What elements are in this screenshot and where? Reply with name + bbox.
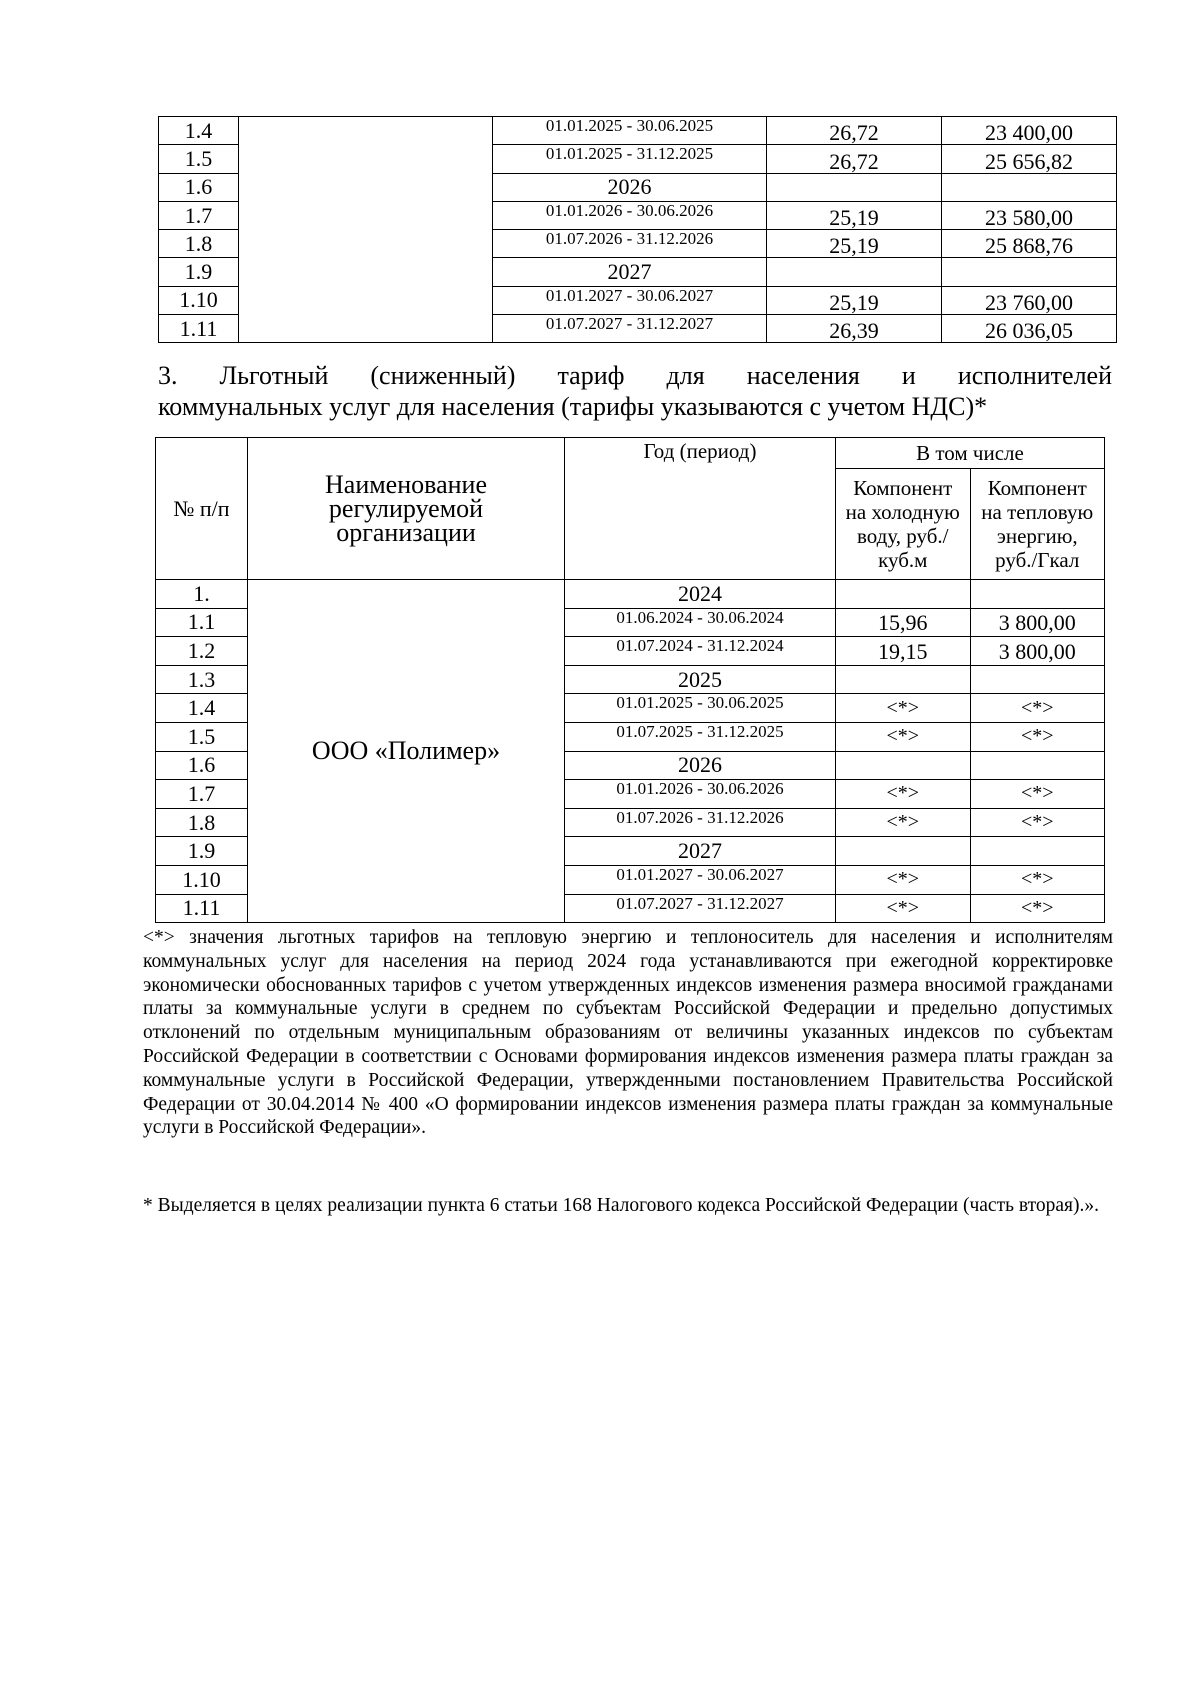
heat-value: <*> xyxy=(970,865,1105,894)
heat-value xyxy=(942,173,1117,201)
cold-water-value: 26,72 xyxy=(767,145,942,173)
row-number: 1.8 xyxy=(159,230,239,258)
row-number: 1.9 xyxy=(156,837,248,866)
period-cell: 01.01.2027 - 30.06.2027 xyxy=(565,865,836,894)
row-number: 1.11 xyxy=(159,315,239,343)
row-number: 1.6 xyxy=(156,751,248,780)
header-period: Год (период) xyxy=(565,438,836,580)
cold-water-value: 26,39 xyxy=(767,315,942,343)
row-number: 1.4 xyxy=(159,117,239,145)
cold-water-value: 25,19 xyxy=(767,201,942,229)
cold-water-value: 25,19 xyxy=(767,230,942,258)
heat-value: <*> xyxy=(970,780,1105,809)
period-cell: 01.07.2027 - 31.12.2027 xyxy=(493,315,767,343)
row-number: 1.6 xyxy=(159,173,239,201)
heat-value: 23 760,00 xyxy=(942,286,1117,314)
cold-water-value xyxy=(836,751,971,780)
tariff-table-continuation xyxy=(158,116,1117,343)
cold-water-value: <*> xyxy=(836,808,971,837)
heat-value: 25 868,76 xyxy=(942,230,1117,258)
table-row xyxy=(159,117,1117,145)
period-cell: 01.06.2024 - 30.06.2024 xyxy=(565,608,836,637)
heat-value xyxy=(942,258,1117,286)
cold-water-value: <*> xyxy=(836,894,971,923)
row-number: 1.1 xyxy=(156,608,248,637)
heat-value: <*> xyxy=(970,694,1105,723)
year-cell: 2025 xyxy=(565,665,836,694)
preferential-tariff-table xyxy=(155,437,1105,923)
heat-value xyxy=(970,837,1105,866)
header-num: № п/п xyxy=(156,438,248,580)
cold-water-value: 15,96 xyxy=(836,608,971,637)
tariff-table-continuation-body xyxy=(159,117,1117,343)
heat-value xyxy=(970,751,1105,780)
heat-value: 23 580,00 xyxy=(942,201,1117,229)
org-cell xyxy=(239,117,493,343)
preferential-tariff-table-header xyxy=(156,438,1105,580)
row-number: 1.7 xyxy=(159,201,239,229)
row-number: 1.8 xyxy=(156,808,248,837)
year-cell: 2027 xyxy=(493,258,767,286)
asterisk-note: <*> значения льготных тарифов на тепловую энергию и теплоноситель для населения и исполнителям коммунальных услуг для населения на период 2024 года устанавливаются при ежегодной корректировке экономически обоснованных тарифов с учетом утвержденных индексов изменения размера вносимой гражданами платы за коммунальные услуги в среднем по субъектам Российской Федерации и предельно допустимых отклонений по отдельным муниципальным образованиям от величины указанных индексов по субъектам Российской Федерации в соответствии с Основами формирования индексов изменения размера платы граждан за коммунальные услуги в Российской Федерации, утвержденными постановлением Правительства Российской Федерации от 30.04.2014 № 400 «О формировании индексов изменения размера платы граждан за коммунальные услуги в Российской Федерации». xyxy=(143,927,1113,1139)
cold-water-value xyxy=(836,580,971,609)
row-number: 1.9 xyxy=(159,258,239,286)
section-3-heading-line1: 3. Льготный (сниженный) тариф для населения и исполнителей xyxy=(158,361,1112,390)
heat-value: 23 400,00 xyxy=(942,117,1117,145)
cold-water-value: 25,19 xyxy=(767,286,942,314)
period-cell: 01.01.2025 - 30.06.2025 xyxy=(565,694,836,723)
cold-water-value: <*> xyxy=(836,780,971,809)
cold-water-value: <*> xyxy=(836,722,971,751)
cold-water-value xyxy=(767,258,942,286)
cold-water-value: <*> xyxy=(836,865,971,894)
period-cell: 01.07.2026 - 31.12.2026 xyxy=(493,230,767,258)
period-cell: 01.07.2027 - 31.12.2027 xyxy=(565,894,836,923)
period-cell: 01.07.2025 - 31.12.2025 xyxy=(565,722,836,751)
heat-value: 3 800,00 xyxy=(970,608,1105,637)
year-cell: 2026 xyxy=(565,751,836,780)
section-3-heading-line2: коммунальных услуг для населения (тарифы указываются с учетом НДС)* xyxy=(158,392,988,421)
heat-value: <*> xyxy=(970,722,1105,751)
heat-value: 25 656,82 xyxy=(942,145,1117,173)
row-number: 1.11 xyxy=(156,894,248,923)
preferential-tariff-table-body xyxy=(156,580,1105,923)
cold-water-value xyxy=(836,665,971,694)
year-cell: 2026 xyxy=(493,173,767,201)
year-cell: 2024 xyxy=(565,580,836,609)
row-number: 1.10 xyxy=(156,865,248,894)
period-cell: 01.07.2026 - 31.12.2026 xyxy=(565,808,836,837)
header-org: Наименование регулируемой организации xyxy=(248,438,565,580)
period-cell: 01.01.2025 - 30.06.2025 xyxy=(493,117,767,145)
row-number: 1.5 xyxy=(156,722,248,751)
section-3-heading xyxy=(158,360,1112,422)
heat-value xyxy=(970,580,1105,609)
period-cell: 01.01.2025 - 31.12.2025 xyxy=(493,145,767,173)
row-number: 1. xyxy=(156,580,248,609)
org-name: ООО «Полимер» xyxy=(248,580,565,923)
vat-note: * Выделяется в целях реализации пункта 6 статьи 168 Налогового кодекса Российской Федерации (часть вторая).». xyxy=(143,1195,1099,1216)
heat-value: <*> xyxy=(970,894,1105,923)
cold-water-value: 26,72 xyxy=(767,117,942,145)
table-row xyxy=(156,580,1105,609)
cold-water-value xyxy=(836,837,971,866)
period-cell: 01.07.2024 - 31.12.2024 xyxy=(565,637,836,666)
heat-value xyxy=(970,665,1105,694)
period-cell: 01.01.2026 - 30.06.2026 xyxy=(493,201,767,229)
cold-water-value: 19,15 xyxy=(836,637,971,666)
row-number: 1.4 xyxy=(156,694,248,723)
heat-value: 3 800,00 xyxy=(970,637,1105,666)
period-cell: 01.01.2027 - 30.06.2027 xyxy=(493,286,767,314)
row-number: 1.2 xyxy=(156,637,248,666)
row-number: 1.7 xyxy=(156,780,248,809)
header-heat: Компонент на тепловую энергию, руб./Гкал xyxy=(970,469,1105,580)
cold-water-value xyxy=(767,173,942,201)
heat-value: 26 036,05 xyxy=(942,315,1117,343)
row-number: 1.10 xyxy=(159,286,239,314)
heat-value: <*> xyxy=(970,808,1105,837)
row-number: 1.3 xyxy=(156,665,248,694)
header-including: В том числе xyxy=(836,438,1105,469)
period-cell: 01.01.2026 - 30.06.2026 xyxy=(565,780,836,809)
header-cold-water: Компонент на холодную воду, руб./куб.м xyxy=(836,469,971,580)
year-cell: 2027 xyxy=(565,837,836,866)
row-number: 1.5 xyxy=(159,145,239,173)
cold-water-value: <*> xyxy=(836,694,971,723)
